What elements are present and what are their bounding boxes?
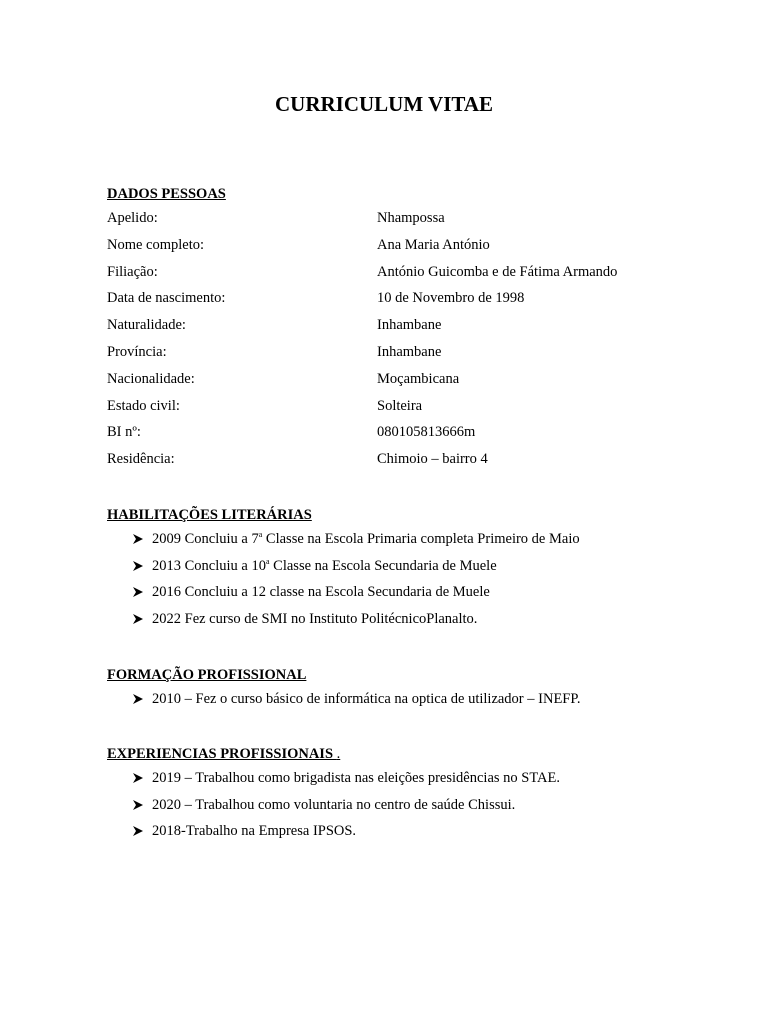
field-label: Nome completo: [107, 236, 205, 253]
list-item [107, 579, 707, 606]
list-item [107, 818, 707, 845]
personal-row [107, 419, 707, 446]
list-item [107, 553, 707, 580]
field-label: Naturalidade: [107, 317, 186, 334]
experience-item-text: 2020 – Trabalhou como voluntaria no centro de saúde Chissui. [152, 796, 516, 813]
arrowhead-bullet-icon [132, 613, 146, 625]
field-label: Filiação: [107, 263, 158, 280]
experience-heading: EXPERIENCIAS PROFISSIONAIS . [107, 746, 341, 762]
field-value: Inhambane [377, 317, 442, 334]
arrowhead-bullet-icon [132, 560, 146, 572]
experience-item-text: 2019 – Trabalhou como brigadista nas eleições presidências no STAE. [152, 770, 560, 786]
field-value: 10 de Novembro de 1998 [377, 290, 525, 307]
field-label: Província: [107, 343, 167, 360]
education-heading: HABILITAÇÕES LITERÁRIAS [107, 507, 312, 523]
field-label: Data de nascimento: [107, 290, 226, 307]
training-list [107, 686, 707, 713]
field-label: Residência: [107, 451, 175, 468]
personal-row [107, 232, 707, 259]
arrowhead-bullet-icon [132, 825, 146, 837]
education-item-text: 2009 Concluiu a 7$^a$ Classe na Escola Primaria completa Primeiro de Maio [152, 530, 580, 547]
arrowhead-bullet-icon [132, 586, 146, 598]
field-value: Ana Maria António [377, 236, 490, 253]
training-section [107, 664, 707, 713]
personal-data-section [107, 183, 707, 473]
field-value: 080105813666m [377, 424, 476, 441]
personal-row [107, 366, 707, 393]
education-section [107, 504, 707, 632]
arrowhead-bullet-icon [132, 799, 146, 811]
personal-row [107, 339, 707, 366]
arrowhead-bullet-icon [132, 772, 146, 784]
experience-list [107, 765, 707, 845]
document-title: CURRICULUM VITAE [275, 92, 493, 116]
experience-item-text: 2018-Trabalho na Empresa IPSOS. [152, 823, 357, 839]
arrowhead-bullet-icon [132, 533, 146, 545]
personal-data-table [107, 205, 707, 473]
personal-row [107, 259, 707, 286]
field-label: Estado civil: [107, 397, 180, 414]
personal-data-heading: DADOS PESSOAS [107, 186, 226, 202]
education-item-text: 2013 Concluiu a 10$^a$ Classe na Escola Secundaria de Muele [152, 556, 497, 574]
education-list [107, 526, 707, 632]
training-heading: FORMAÇÃO PROFISSIONAL [107, 667, 307, 683]
field-label: BI nº: [107, 424, 141, 441]
list-item [107, 792, 707, 819]
field-value: António Guicomba e de Fátima Armando [377, 263, 618, 280]
personal-row [107, 312, 707, 339]
education-item-text: 2016 Concluiu a 12 classe na Escola Secundaria de Muele [152, 584, 490, 600]
experience-section [107, 743, 707, 845]
arrowhead-bullet-icon [132, 693, 146, 705]
field-label: Nacionalidade: [107, 370, 195, 387]
field-label: Apelido: [107, 210, 158, 226]
training-item-text: 2010 – Fez o curso básico de informática na optica de utilizador – INEFP. [152, 691, 581, 707]
field-value: Solteira [377, 397, 423, 414]
personal-row [107, 446, 707, 473]
field-value: Nhampossa [377, 210, 445, 226]
personal-row [107, 285, 707, 312]
education-item-text: 2022 Fez curso de SMI no Instituto PolitécnicoPlanalto. [152, 610, 478, 627]
list-item [107, 526, 707, 553]
personal-row [107, 393, 707, 420]
list-item [107, 606, 707, 633]
field-value: Moçambicana [377, 370, 460, 387]
list-item [107, 686, 707, 713]
list-item [107, 765, 707, 792]
personal-row [107, 205, 707, 232]
field-value: Chimoio – bairro 4 [377, 451, 488, 468]
field-value: Inhambane [377, 343, 442, 360]
